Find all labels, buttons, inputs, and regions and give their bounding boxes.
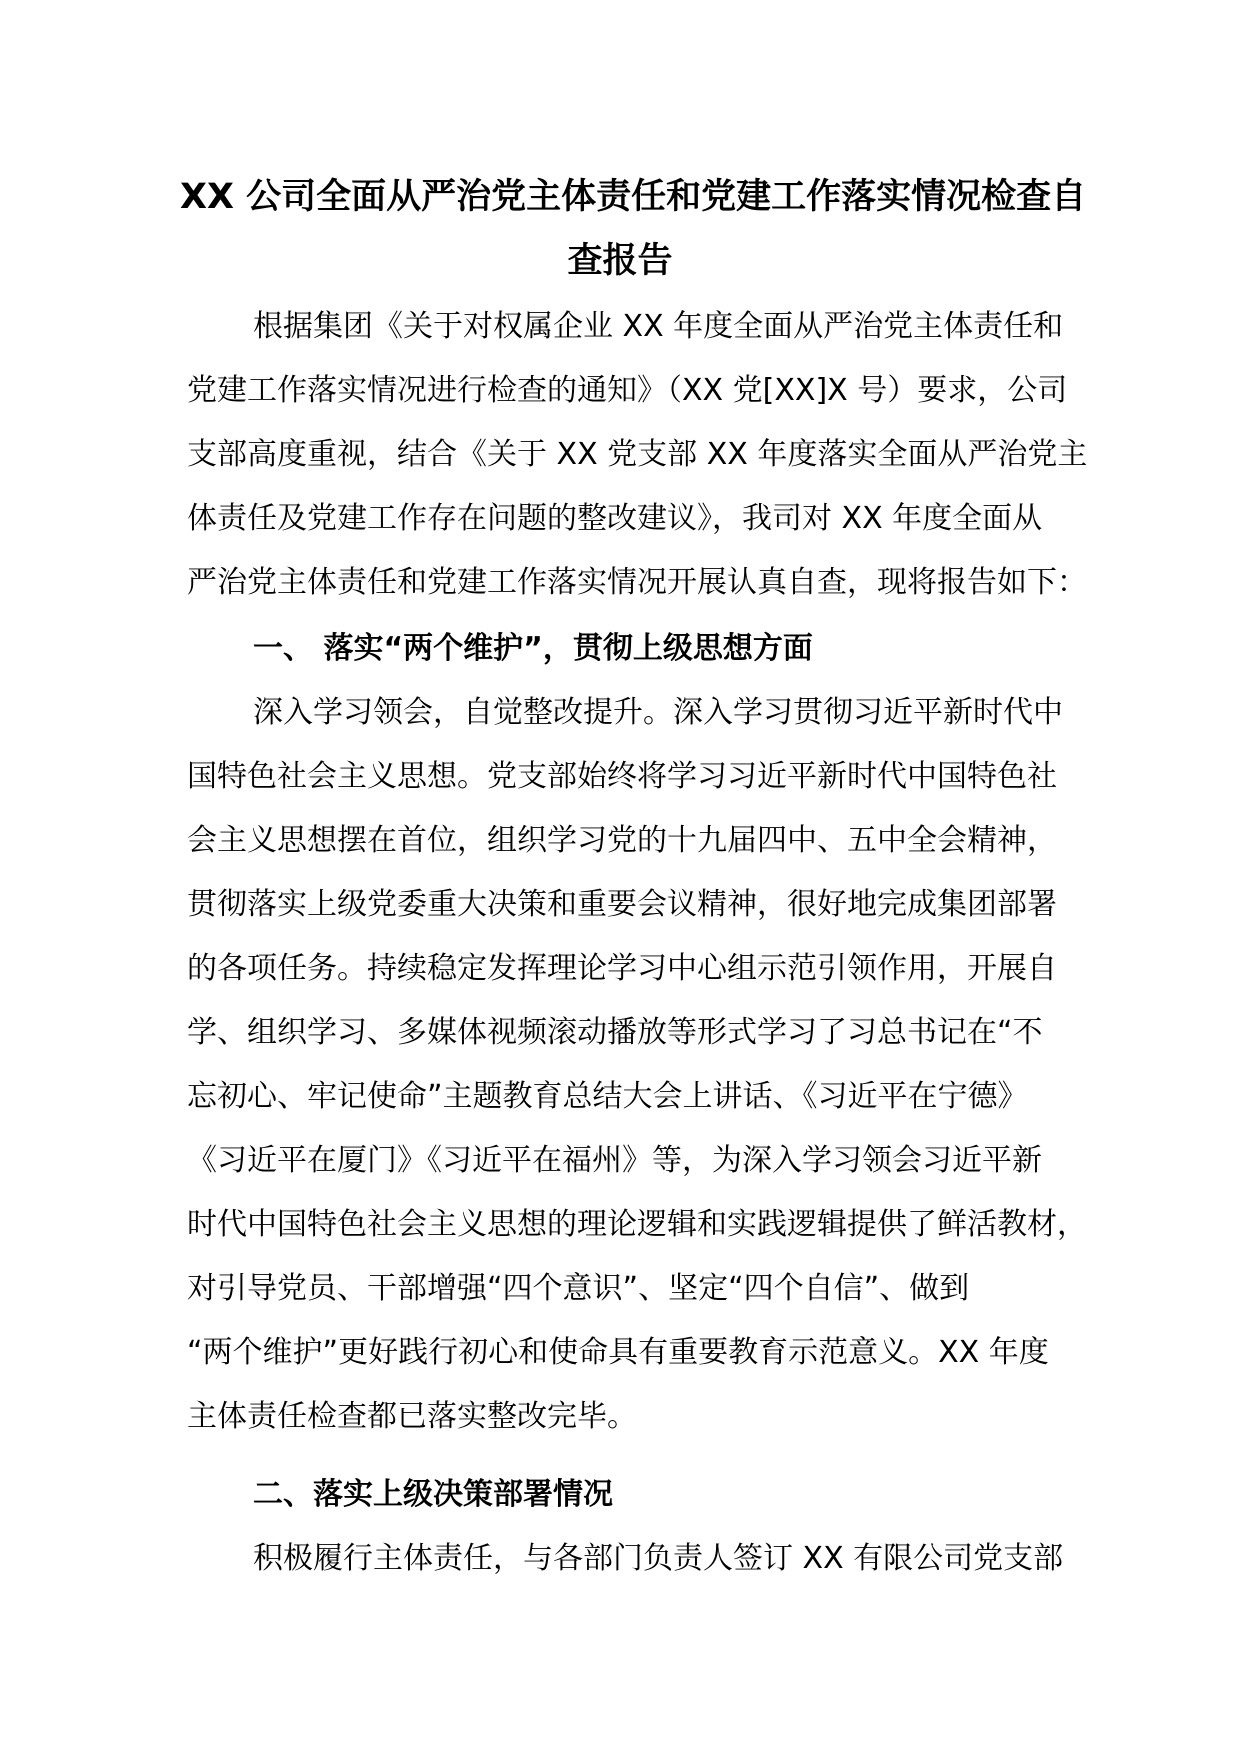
title-line: XX 公司全面从严治党主体责任和党建工作落实情况检查自 — [180, 177, 1087, 217]
section-1-heading: 一、 落实“两个维护”，贯彻上级思想方面 — [253, 631, 813, 666]
paragraph-line: 根据集团《关于对权属企业 XX 年度全面从严治党主体责任和 — [253, 309, 1064, 344]
paragraph-line: 深入学习领会，自觉整改提升。深入学习贯彻习近平新时代中 — [253, 695, 1063, 730]
paragraph-line: 《习近平在厦门》《习近平在福州》等，为深入学习领会习近平新 — [187, 1143, 1042, 1178]
paragraph-line: 会主义思想摆在首位，组织学习党的十九届四中、五中全会精神， — [187, 823, 1057, 858]
paragraph-line: 体责任及党建工作存在问题的整改建议》，我司对 XX 年度全面从 — [187, 501, 1043, 536]
paragraph-line: 严治党主体责任和党建工作落实情况开展认真自查，现将报告如下： — [187, 565, 1087, 600]
paragraph-line: 对引导党员、干部增强“四个意识”、坚定“四个自信”、做到 — [187, 1271, 970, 1306]
section-heading — [187, 1463, 1067, 1527]
paragraph-line: 主体责任检查都已落实整改完毕。 — [187, 1399, 637, 1434]
title-line: 查报告 — [567, 241, 673, 281]
paragraph-line: 支部高度重视，结合《关于 XX 党支部 XX 年度落实全面从严治党主 — [187, 437, 1088, 472]
section-1-paragraph — [187, 681, 1087, 1449]
paragraph-line: 时代中国特色社会主义思想的理论逻辑和实践逻辑提供了鲜活教材， — [187, 1207, 1087, 1242]
section-heading — [187, 617, 1067, 681]
paragraph-line: 贯彻落实上级党委重大决策和重要会议精神，很好地完成集团部署 — [187, 887, 1057, 922]
intro-paragraph — [187, 295, 1088, 615]
paragraph-line: “两个维护”更好践行初心和使命具有重要教育示范意义。XX 年度 — [187, 1335, 1049, 1370]
paragraph-line: 忘初心、牢记使命”主题教育总结大会上讲话、《习近平在宁德》 — [187, 1079, 1028, 1114]
paragraph-line: 国特色社会主义思想。党支部始终将学习习近平新时代中国特色社 — [187, 759, 1057, 794]
paragraph-line: 党建工作落实情况进行检查的通知》（XX 党[XX]X 号）要求，公司 — [187, 373, 1068, 408]
document-title — [180, 165, 1087, 293]
section-2-heading: 二、落实上级决策部署情况 — [253, 1477, 613, 1512]
paragraph-line: 的各项任务。持续稳定发挥理论学习中心组示范引领作用，开展自 — [187, 951, 1057, 986]
paragraph-line: 学、组织学习、多媒体视频滚动播放等形式学习了习总书记在“不 — [187, 1015, 1043, 1050]
paragraph-line: 积极履行主体责任，与各部门负责人签订 XX 有限公司党支部 — [253, 1541, 1064, 1576]
section-2-paragraph — [187, 1527, 1067, 1591]
